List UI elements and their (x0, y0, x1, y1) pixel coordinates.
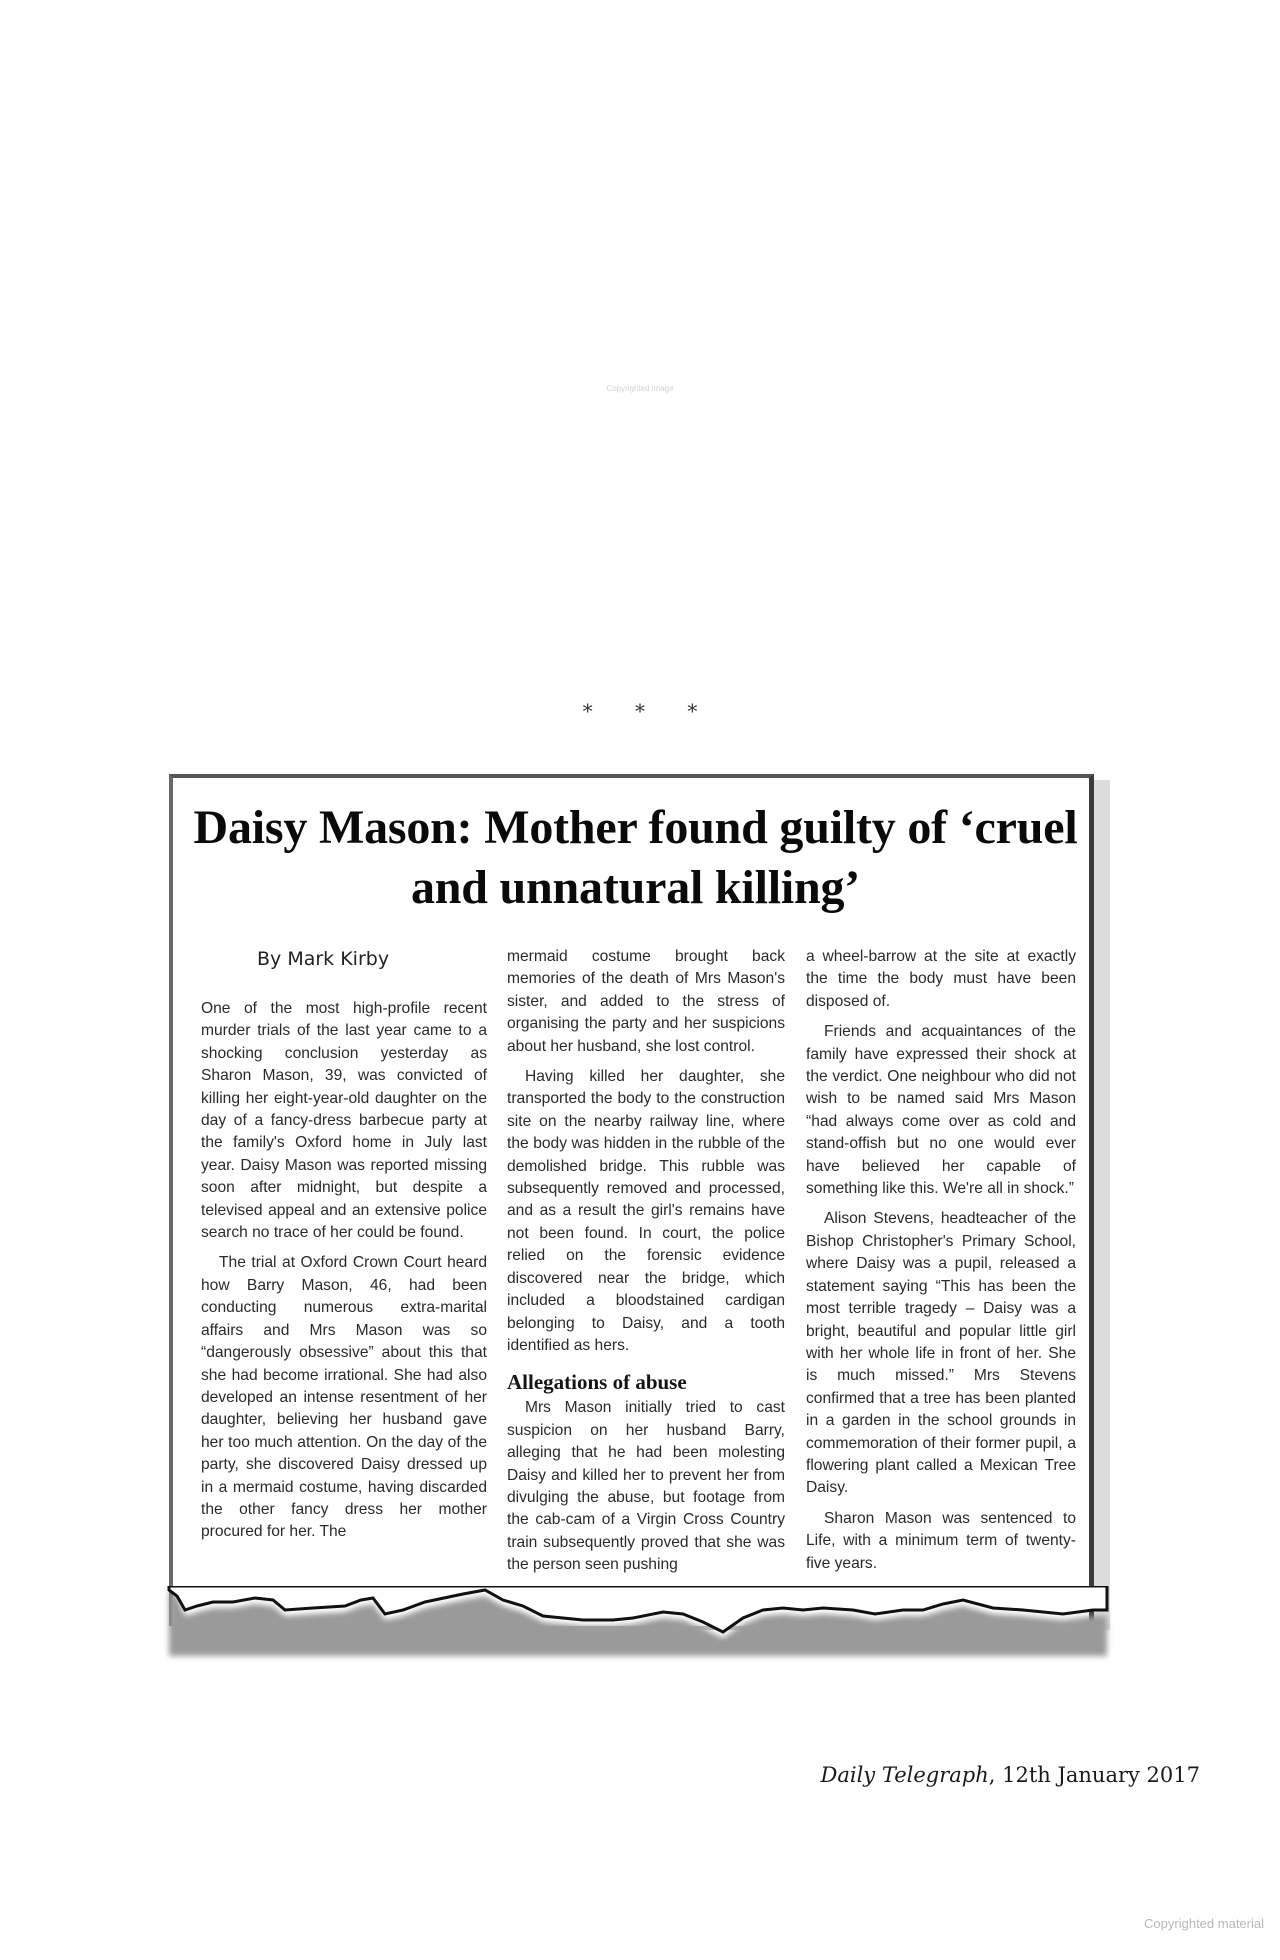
citation-separator: , (988, 1763, 1003, 1787)
section-separator: * * * (582, 699, 716, 723)
copyrighted-material-watermark: Copyrighted material (1144, 1916, 1264, 1931)
paragraph: Having killed her daughter, she transported the body to the construction site on the nearby railway line, where the body was hidden in the rubble of the demolished bridge. This rubble was subsequently removed and processed, and as a result the girl's remains have not been found. In court, the police relied on the forensic evidence discovered near the bridge, which included a bloodstained cardigan belonging to Daisy, and a tooth identified as hers. (507, 1068, 785, 1354)
newspaper-clipping (169, 774, 1102, 1664)
article-headline: Daisy Mason: Mother found guilty of ‘cruel and unnatural killing’ (193, 801, 1078, 914)
publication-name: Daily Telegraph (820, 1763, 989, 1787)
paragraph: Mrs Mason initially tried to cast suspicion on her husband Barry, alleging that he had been molesting Daisy and killed her to prevent her from divulging the abuse, but footage from the cab-cam of a Virgin Cross Country train subsequently proved that she was the person seen pushing (507, 1399, 785, 1574)
paragraph: One of the most high-profile recent murder trials of the last year came to a shocking conclusion yesterday as Sharon Mason, 39, was convicted of killing her eight-year-old daughter on the day of a fancy-dress barbecue party at the family's Oxford home in July last year. Daisy Mason was reported missing soon after midnight, but despite a televised appeal and an extensive police search no trace of her could be found. (201, 1000, 487, 1242)
paragraph: Friends and acquaintances of the family have expressed their shock at the verdict. One neighbour who did not wish to be named said Mrs Mason “had always come over as cold and stand-offish but no one would ever have believed her capable of something like this. We're all in shock.” (806, 1023, 1076, 1198)
article-byline: By Mark Kirby (257, 948, 390, 970)
paragraph: Sharon Mason was sentenced to Life, with a minimum term of twenty-five years. (806, 1509, 1076, 1572)
paragraph: a wheel-barrow at the site at exactly the time the body must have been disposed of. (806, 948, 1076, 1010)
article-subheading: Allegations of abuse (507, 1370, 687, 1395)
article-column-2 (507, 946, 785, 1585)
copyrighted-image-watermark: Copyrighted image (606, 384, 674, 393)
article-column-3 (806, 946, 1076, 1583)
source-citation (821, 1763, 1201, 1787)
publication-date: 12th January 2017 (1002, 1763, 1200, 1787)
clipping-paper (169, 774, 1094, 1626)
paragraph: mermaid costume brought back memories of the death of Mrs Mason's sister, and added to the stress of organising the party and her suspicions about her husband, she lost control. (507, 948, 785, 1055)
paragraph: Alison Stevens, headteacher of the Bishop Christopher's Primary School, where Daisy was a pupil, released a statement saying “This has been the most terrible tragedy – Daisy was a bright, beautiful and popular little girl with her whole life in front of her. She is much missed.” Mrs Stevens confirmed that a tree has been planted in a garden in the school grounds in commemoration of their former pupil, a flowering plant called a Mexican Tree Daisy. (806, 1210, 1076, 1497)
article-column-1 (201, 998, 487, 1552)
paragraph: The trial at Oxford Crown Court heard how Barry Mason, 46, had been conducting numerous extra-marital affairs and Mrs Mason was so “dangerously obsessive” about this that she had become irrational. She had also developed an intense resentment of her daughter, believing her husband gave her too much attention. On the day of the party, she discovered Daisy dressed up in a mermaid costume, having discarded the other fancy dress her mother procured for her. The (201, 1254, 487, 1541)
torn-edge-graphic (163, 1586, 1113, 1666)
